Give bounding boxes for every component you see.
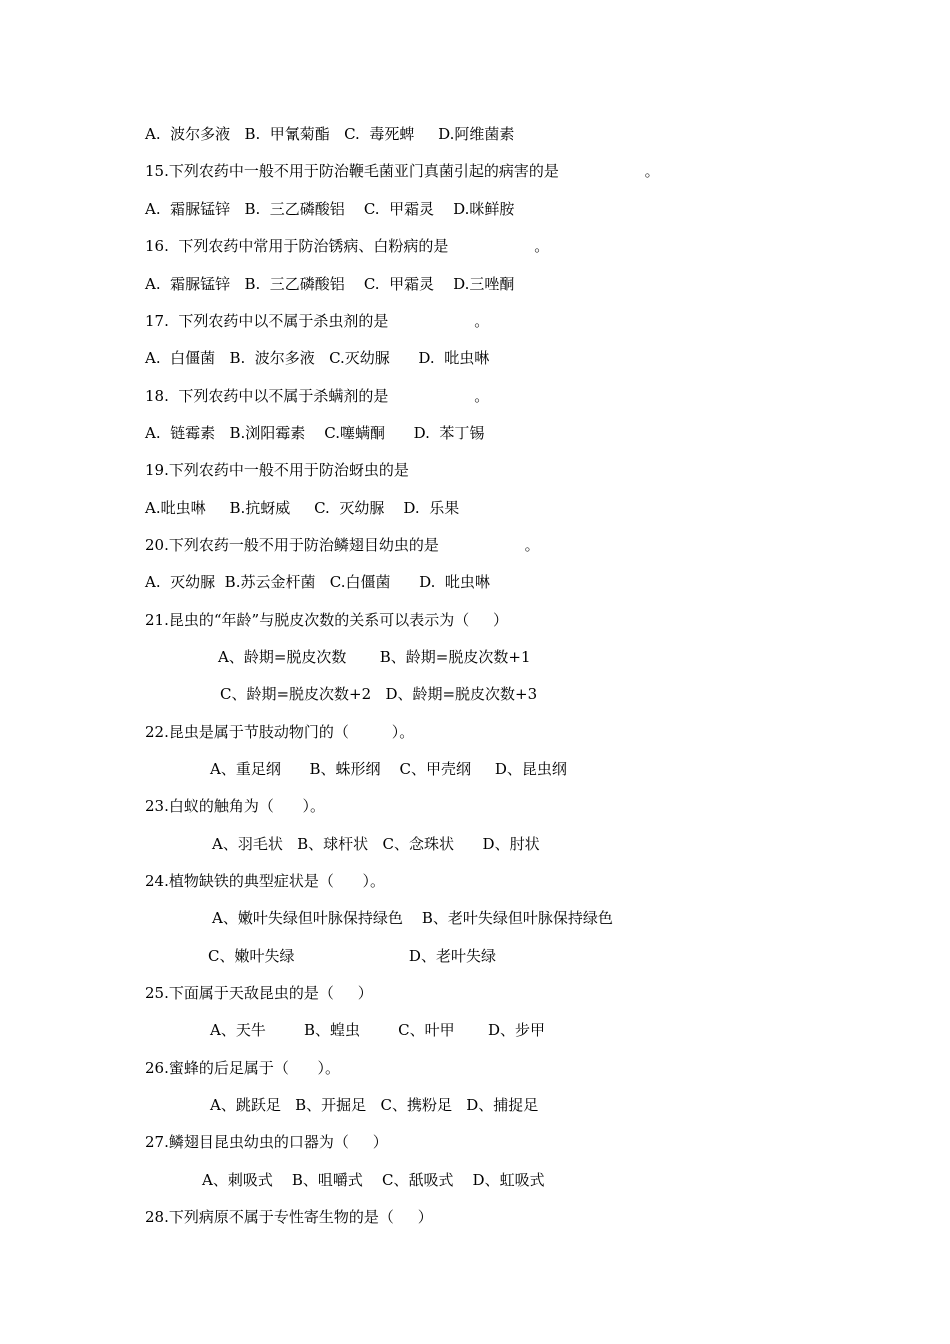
- question-23: 23.白蚁的触角为（ ）。: [145, 797, 325, 815]
- question-20: 20.下列农药一般不用于防治鳞翅目幼虫的是 。: [145, 536, 540, 554]
- options-line-14: A. 波尔多液 B. 甲氰菊酯 C. 毒死蜱 D.阿维菌素: [145, 125, 515, 143]
- options-line-21b: C、龄期=脱皮次数+2 D、龄期=脱皮次数+3: [220, 685, 538, 703]
- question-27: 27.鳞翅目昆虫幼虫的口器为（ ）: [145, 1133, 388, 1151]
- question-21: 21.昆虫的“年龄”与脱皮次数的关系可以表示为（ ）: [145, 611, 509, 629]
- question-22: 22.昆虫是属于节肢动物门的（ ）。: [145, 723, 415, 741]
- question-19: 19.下列农药中一般不用于防治蚜虫的是: [145, 461, 409, 479]
- question-28: 28.下列病原不属于专性寄生物的是（ ）: [145, 1208, 433, 1226]
- options-line-22: A、重足纲 B、蛛形纲 C、甲壳纲 D、昆虫纲: [210, 760, 567, 778]
- options-line-24a: A、嫩叶失绿但叶脉保持绿色 B、老叶失绿但叶脉保持绿色: [212, 909, 613, 927]
- options-line-26: A、跳跃足 B、开掘足 C、携粉足 D、捕捉足: [210, 1096, 539, 1114]
- question-18: 18. 下列农药中以不属于杀螨剂的是 。: [145, 387, 490, 405]
- question-25: 25.下面属于天敌昆虫的是（ ）: [145, 984, 373, 1002]
- question-16: 16. 下列农药中常用于防治锈病、白粉病的是 。: [145, 237, 550, 255]
- options-line-25: A、天牛 B、蝗虫 C、叶甲 D、步甲: [210, 1021, 546, 1039]
- options-line-23: A、羽毛状 B、球杆状 C、念珠状 D、肘状: [212, 835, 540, 853]
- options-line-21a: A、龄期=脱皮次数 B、龄期=脱皮次数+1: [218, 648, 531, 666]
- question-26: 26.蜜蜂的后足属于（ ）。: [145, 1059, 340, 1077]
- options-line-27: A、刺吸式 B、咀嚼式 C、舐吸式 D、虹吸式: [202, 1171, 545, 1189]
- options-line-18: A. 链霉素 B.浏阳霉素 C.噻螨酮 D. 苯丁锡: [145, 424, 485, 442]
- options-line-19: A.吡虫啉 B.抗蚜威 C. 灭幼脲 D. 乐果: [145, 499, 460, 517]
- question-24: 24.植物缺铁的典型症状是（ ）。: [145, 872, 385, 890]
- options-line-16: A. 霜脲锰锌 B. 三乙磷酸铝 C. 甲霜灵 D.三唑酮: [145, 275, 515, 293]
- options-line-24b: C、嫩叶失绿 D、老叶失绿: [208, 947, 496, 965]
- options-line-17: A. 白僵菌 B. 波尔多液 C.灭幼脲 D. 吡虫啉: [145, 349, 490, 367]
- options-line-20: A. 灭幼脲 B.苏云金杆菌 C.白僵菌 D. 吡虫啉: [145, 573, 490, 591]
- options-line-15: A. 霜脲锰锌 B. 三乙磷酸铝 C. 甲霜灵 D.咪鲜胺: [145, 200, 515, 218]
- question-17: 17. 下列农药中以不属于杀虫剂的是 。: [145, 312, 490, 330]
- question-15: 15.下列农药中一般不用于防治鞭毛菌亚门真菌引起的病害的是 。: [145, 162, 660, 180]
